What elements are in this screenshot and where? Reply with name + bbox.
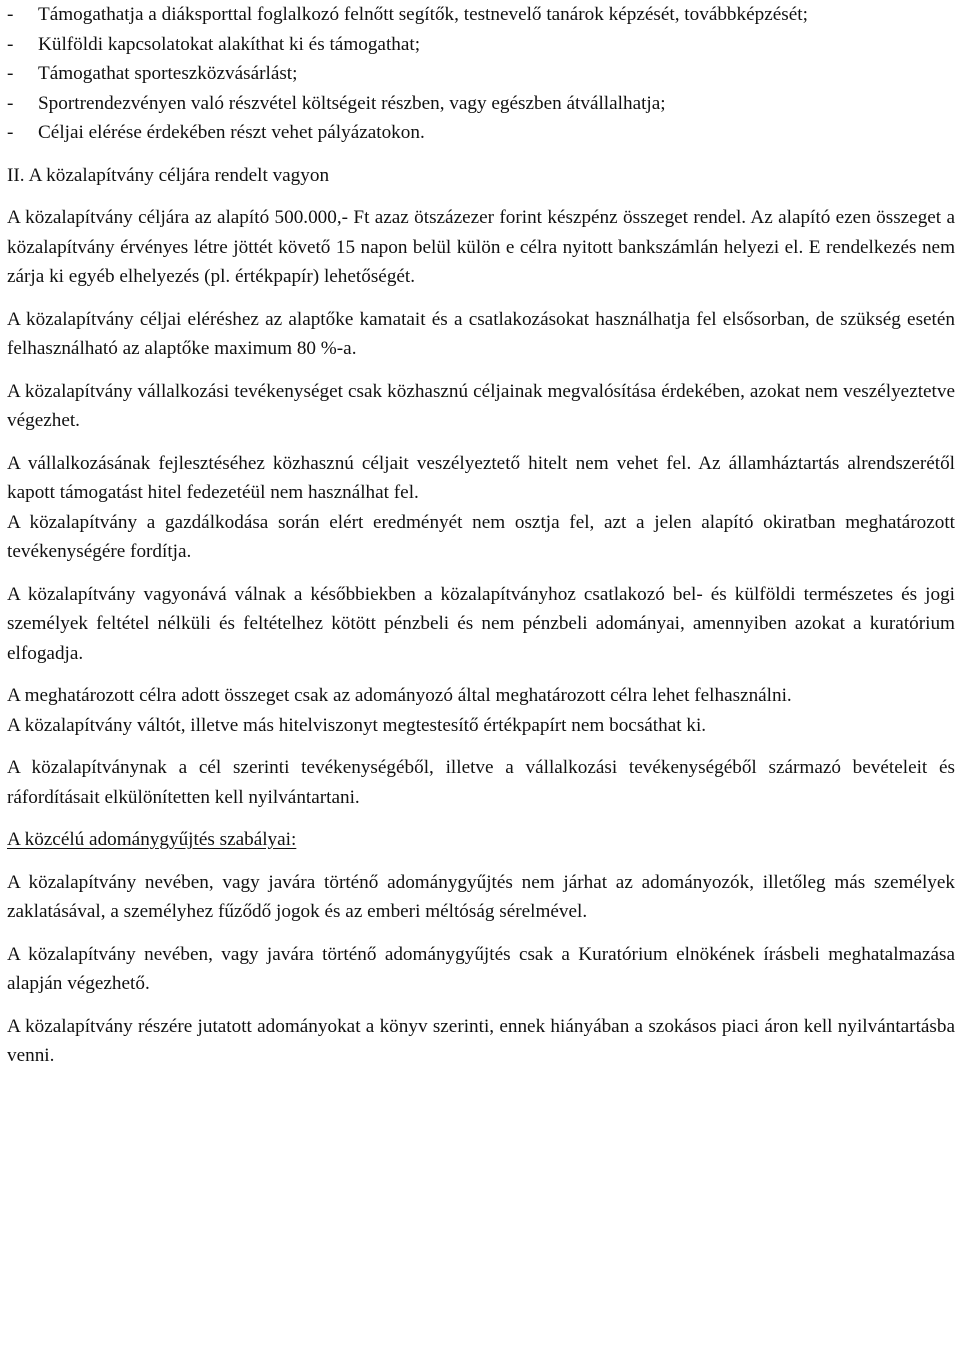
bullet-dash: - xyxy=(7,63,14,84)
bullet-dash: - xyxy=(7,4,14,25)
section-number: II. xyxy=(7,164,25,186)
list-item-text: Támogathatja a diáksporttal foglalkozó felnőtt segítők, testnevelő tanárok képzését, továbbképzését; xyxy=(38,4,808,25)
list-item xyxy=(7,89,955,119)
list-item-text: Külföldi kapcsolatokat alakíthat ki és támogathat; xyxy=(38,33,421,55)
paragraph-credit-restriction: A vállalkozásának fejlesztéséhez közhasznú céljait veszélyeztető hitelt nem vehet fel. Az államháztartás alrendszerétől kapott támogatást hitel fedezetéül nem használhat fel. xyxy=(7,452,955,503)
paragraph-earmarked-funds: A meghatározott célra adott összeget csak az adományozó által meghatározott célra lehet felhasználni. xyxy=(7,685,792,706)
document-body xyxy=(7,0,955,1071)
subsection-title: A közcélú adománygyűjtés szabályai: xyxy=(7,829,297,850)
list-item xyxy=(7,30,955,60)
paragraph-business-activity: A közalapítvány vállalkozási tevékenységet csak közhasznú céljainak megvalósítása érdekében, azokat nem veszélyeztetve végezhet. xyxy=(7,380,955,431)
paragraph-result-use: A közalapítvány a gazdálkodása során elért eredményét nem osztja fel, azt a jelen alapító okiratban meghatározott tevékenységére fordítja. xyxy=(7,511,955,562)
paragraph-accounting: A közalapítványnak a cél szerinti tevékenységéből, illetve a vállalkozási tevékenységéből származó bevételeit és ráfordításait elkülönítetten kell nyilvántartani. xyxy=(7,757,955,808)
bullet-dash: - xyxy=(7,122,14,143)
paragraph-capital-use: A közalapítvány céljai eléréshez az alaptőke kamatait és a csatlakozásokat használhatja fel elsősorban, de szükség esetén felhasználható az alaptőke maximum 80 %-a. xyxy=(7,308,955,359)
list-item-text: Támogathat sporteszközvásárlást; xyxy=(38,63,298,84)
paragraph-fundraising-conduct: A közalapítvány nevében, vagy javára történő adománygyűjtés nem járhat az adományozók, illetőleg más személyek zaklatásával, a személyhez fűződő jogok és az emberi méltóság sérelmével. xyxy=(7,871,955,922)
bullet-dash: - xyxy=(7,92,14,114)
section-title: A közalapítvány céljára rendelt vagyon xyxy=(28,164,330,186)
paragraph-donations: A közalapítvány vagyonává válnak a későbbiekben a közalapítványhoz csatlakozó bel- és külföldi természetes és jogi személyek feltétel nélküli és feltételhez kötött pénzbeli és nem pénzbeli adományai, amennyiben azokat a kuratórium elfogadja. xyxy=(7,583,955,664)
paragraph-founding-capital: A közalapítvány céljára az alapító 500.000,- Ft azaz ötszázezer forint készpénz összeget rendel. Az alapító ezen összeget a közalapítvány érvényes létre jöttét követő 15 napon belül külön e célra nyitott bankszámlán helyezi el. E rendelkezés nem zárja ki egyéb elhelyezés (pl. értékpapír) lehetőségét. xyxy=(7,207,955,287)
list-item xyxy=(7,0,955,30)
bullet-dash: - xyxy=(7,33,14,55)
bullet-list xyxy=(7,0,955,148)
paragraph-fundraising-authorization: A közalapítvány nevében, vagy javára történő adománygyűjtés csak a Kuratórium elnökének írásbeli meghatalmazása alapján végezhető. xyxy=(7,943,955,994)
subsection-heading xyxy=(7,825,955,855)
paragraph-securities: A közalapítvány váltót, illetve más hitelviszonyt megtestesítő értékpapírt nem bocsáthat ki. xyxy=(7,714,707,736)
paragraph-donation-registration: A közalapítvány részére jutatott adományokat a könyv szerinti, ennek hiányában a szokásos piaci áron kell nyilvántartásba venni. xyxy=(7,1015,955,1066)
list-item xyxy=(7,59,955,89)
section-heading xyxy=(7,161,955,191)
list-item xyxy=(7,118,955,148)
list-item-text: Céljai elérése érdekében részt vehet pályázatokon. xyxy=(38,122,425,143)
list-item-text: Sportrendezvényen való részvétel költségeit részben, vagy egészben átvállalhatja; xyxy=(38,92,666,114)
